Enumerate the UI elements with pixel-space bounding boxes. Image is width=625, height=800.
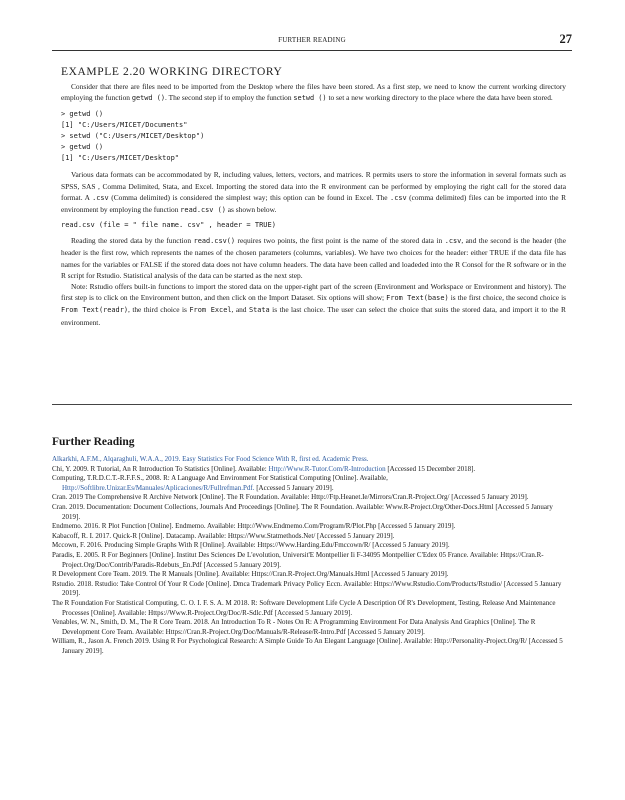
reference-text: [Accessed 5 January 2019]. bbox=[254, 483, 334, 492]
reference-text: Cran. 2019 The Comprehensive R Archive Network [Online]. The R Foundation. Available: Http://Ftp.Heanet.Ie/Mirrors/Cran.R-Project.Org/ [Accessed 5 January 2019]. bbox=[52, 493, 529, 502]
inline-code: read.csv () bbox=[180, 206, 226, 214]
further-reading-section bbox=[52, 436, 572, 656]
inline-code: getwd () bbox=[131, 94, 166, 103]
inline-code: setwd () bbox=[293, 94, 327, 103]
header-rule bbox=[52, 50, 572, 51]
text-run: Reading the stored data by the function bbox=[71, 236, 194, 246]
reference-item bbox=[52, 522, 572, 532]
reference-text: Endmemo. 2016. R Plot Function [Online]. Endmemo. Available: Http://Www.Endmemo.Com/Program/R/Plot.Php [Accessed 5 January 2019]. bbox=[52, 522, 456, 531]
reference-item bbox=[52, 599, 572, 618]
text-run: , and the second is the header (the header is the first row, which represents the names of the chosen parameters (columns, variables). We have two choices for the header: either TRUE if the data file has names for the variables or FALSE if the stored data does not have column headers. The data have been called and loadeded into the R Consol for the R software or in the R script for Rstudio. Statistical analysis of the data can be started as the next step. bbox=[61, 236, 566, 280]
inline-code: .csv bbox=[444, 237, 462, 246]
section-heading: Further Reading bbox=[52, 436, 135, 448]
reference-text: Paradis, E. 2005. R For Beginners [Online]. Institut Des Sciences De L'evolution, Universit'E Montpellier Ii F-34095 Montpellier C'Edex 05 France. Available: Https://Cran.R-Project.Org/Doc/Contrib/Paradis-Rdebuts_En.Pdf [Accessed 5 January 2019]. bbox=[52, 550, 544, 569]
reference-text: William, R., Jason A. French 2019. Using R For Psychological Research: A Simple Guide To An Elegant Language [Online]. Available: Http://Personality-Project.Org/R/ [Accessed 5 January 2019]. bbox=[52, 637, 563, 655]
reference-text: R Development Core Team. 2019. The R Manuals [Online]. Available: Https://Cran.R-Project.Org/Manuals.Html [Accessed 5 January 2019]. bbox=[52, 570, 449, 579]
text-run: (comma delimited) files can be imported into the R environment by employing the function bbox=[61, 192, 567, 214]
code-line: > getwd () bbox=[61, 142, 104, 151]
reference-item bbox=[52, 551, 572, 570]
text-run: , the third choice is bbox=[128, 305, 190, 315]
text-run: as shown below. bbox=[225, 205, 277, 214]
example-paragraph-2 bbox=[61, 169, 566, 216]
example-box bbox=[52, 54, 572, 405]
reference-text: Computing, T.R.D.C.T.-R.F.F.S., 2008. R: A Language And Environment For Statistical Computing [Online]. Available, bbox=[52, 474, 388, 483]
reference-text: Mccown, F. 2016. Producing Simple Graphs With R [Online]. Available: Https://Www.Harding.Edu/Fmccown/R/ [Accessed 5 January 2019]. bbox=[52, 541, 450, 550]
inline-code: .csv bbox=[390, 193, 407, 202]
example-paragraph-1 bbox=[61, 81, 566, 104]
code-block bbox=[61, 109, 566, 163]
reference-text: Kabacoff, R. I. 2017. Quick-R [Online]. Datacamp. Available: Https://Www.Statmethods.Net/ [Accessed 5 January 2019]. bbox=[52, 531, 395, 540]
example-body bbox=[61, 81, 566, 328]
text-run: is the first choice, the second choice is bbox=[448, 293, 566, 303]
code-line: [1] "C:/Users/MICET/Documents" bbox=[61, 121, 188, 130]
inline-code: From Text(readr) bbox=[61, 306, 128, 315]
code-line: > setwd ("C:/Users/MICET/Desktop") bbox=[61, 132, 205, 140]
running-title: FURTHER READING bbox=[278, 36, 346, 44]
text-run: requires two points, the first point is the name of the stored data in bbox=[235, 236, 445, 246]
example-paragraph-4 bbox=[61, 281, 566, 328]
reference-item bbox=[52, 532, 572, 542]
reference-text: Cran. 2019. Documentation: Document Collections, Journals And Proceedings [Online]. The R Foundation. Available: Www.R-Project.Org/Other-Docs.Html [Accessed 5 January 2019]. bbox=[52, 502, 553, 521]
text-run: , and bbox=[231, 305, 249, 315]
reference-text: The R Foundation For Statistical Computing, C. O. I. F. S. A. M 2018. R: Software Development Life Cycle A Description Of R's Development, Testing, Release And Maintenance Processes [Online]. Available: Https://Www.R-Project.Org/Doc/R-Sdlc.Pdf [Accessed 5 January 2019]. bbox=[52, 598, 556, 617]
running-header bbox=[52, 34, 572, 48]
reference-item bbox=[52, 580, 572, 599]
text-run: Consider that there are files need to be imported from the Desktop where the files have been stored. As a first step, we need to know the current working directory employing the function bbox=[61, 82, 566, 103]
inline-code: Stata bbox=[248, 306, 270, 315]
reference-link[interactable]: Http://Www.R-Tutor.Com/R-Introduction bbox=[268, 464, 386, 473]
reference-item bbox=[52, 541, 572, 551]
reference-item bbox=[52, 474, 572, 493]
inline-code: read.csv() bbox=[193, 237, 236, 246]
reference-item bbox=[52, 503, 572, 522]
reference-text: Alkarkhi, A.F.M., Alqaraghuli, W.A.A., 2019. Easy Statistics For Food Science With R, first ed. Academic Press. bbox=[52, 455, 369, 463]
reference-item bbox=[52, 465, 572, 475]
example-title: EXAMPLE 2.20 WORKING DIRECTORY bbox=[61, 66, 283, 78]
code-line: [1] "C:/Users/MICET/Desktop" bbox=[61, 153, 180, 162]
reference-item bbox=[52, 570, 572, 580]
code-line: > getwd () bbox=[61, 110, 104, 119]
reference-item bbox=[52, 493, 572, 503]
text-run: (Comma delimited) is considered the simplest way; this option can be found in Excel. The bbox=[108, 192, 391, 202]
inline-code: .csv bbox=[92, 193, 109, 202]
reference-text: Venables, W. N., Smith, D. M., The R Core Team. 2018. An Introduction To R - Notes On R: A Programming Environment For Data Analysis And Graphics [Online]. The R Development Core Team. Available: Https://Cran.R-Project.Org/Doc/Manuals/R-Release/R-Intro.Pdf [Accessed 5 January 2019]. bbox=[52, 618, 536, 636]
reference-item bbox=[52, 637, 572, 656]
text-run: to set a new working directory to the place where the data have been stored. bbox=[326, 93, 553, 103]
reference-text: [Accessed 15 December 2018]. bbox=[385, 464, 476, 473]
text-run: Note: Rstudio offers built-in functions to import the stored data on the upper-right part of the screen (Environment and Workspace or Environment and history). The first step is to click on the Environment button, and then click on the Import Dataset. Six options will show; bbox=[61, 282, 566, 303]
text-run: . The second step if to employ the function bbox=[165, 93, 294, 103]
example-paragraph-3 bbox=[61, 235, 566, 281]
reference-text: Chi, Y. 2009. R Tutorial, An R Introduction To Statistics [Online]. Available: bbox=[52, 464, 269, 473]
inline-code: From Excel bbox=[189, 306, 232, 315]
text-run: Various data formats can be accommodated by R, including values, letters, vectors, and matrices. R permits users to store the information in several formats such as SPSS, SAS , Comma Delimited, Stata, and Excel. Importing the stored data into the R environment can be performed by employing the right call for the stored data format. A bbox=[61, 170, 566, 202]
code-line-read-csv: read.csv (file = " file name. csv" , header = TRUE) bbox=[61, 221, 276, 230]
page-number: 27 bbox=[559, 32, 572, 46]
reference-link[interactable]: Http://Softlibre.Unizar.Es/Manuales/Aplicaciones/R/Fullrefman.Pdf. bbox=[62, 483, 255, 492]
inline-code: From Text(base) bbox=[386, 294, 449, 303]
text-run: is the last choice. The user can select the choice that suits the stored data, and import it to the R environment. bbox=[61, 305, 566, 327]
reference-item[interactable] bbox=[52, 455, 572, 465]
reference-text: Rstudio. 2018. Rstudio: Take Control Of Your R Code [Online]. Dmca Trademark Privacy Policy Eccn. Available: Https://Www.Rstudio.Com/Products/Rstudio/ [Accessed 5 January 2019]. bbox=[52, 579, 562, 598]
reference-item bbox=[52, 618, 572, 637]
